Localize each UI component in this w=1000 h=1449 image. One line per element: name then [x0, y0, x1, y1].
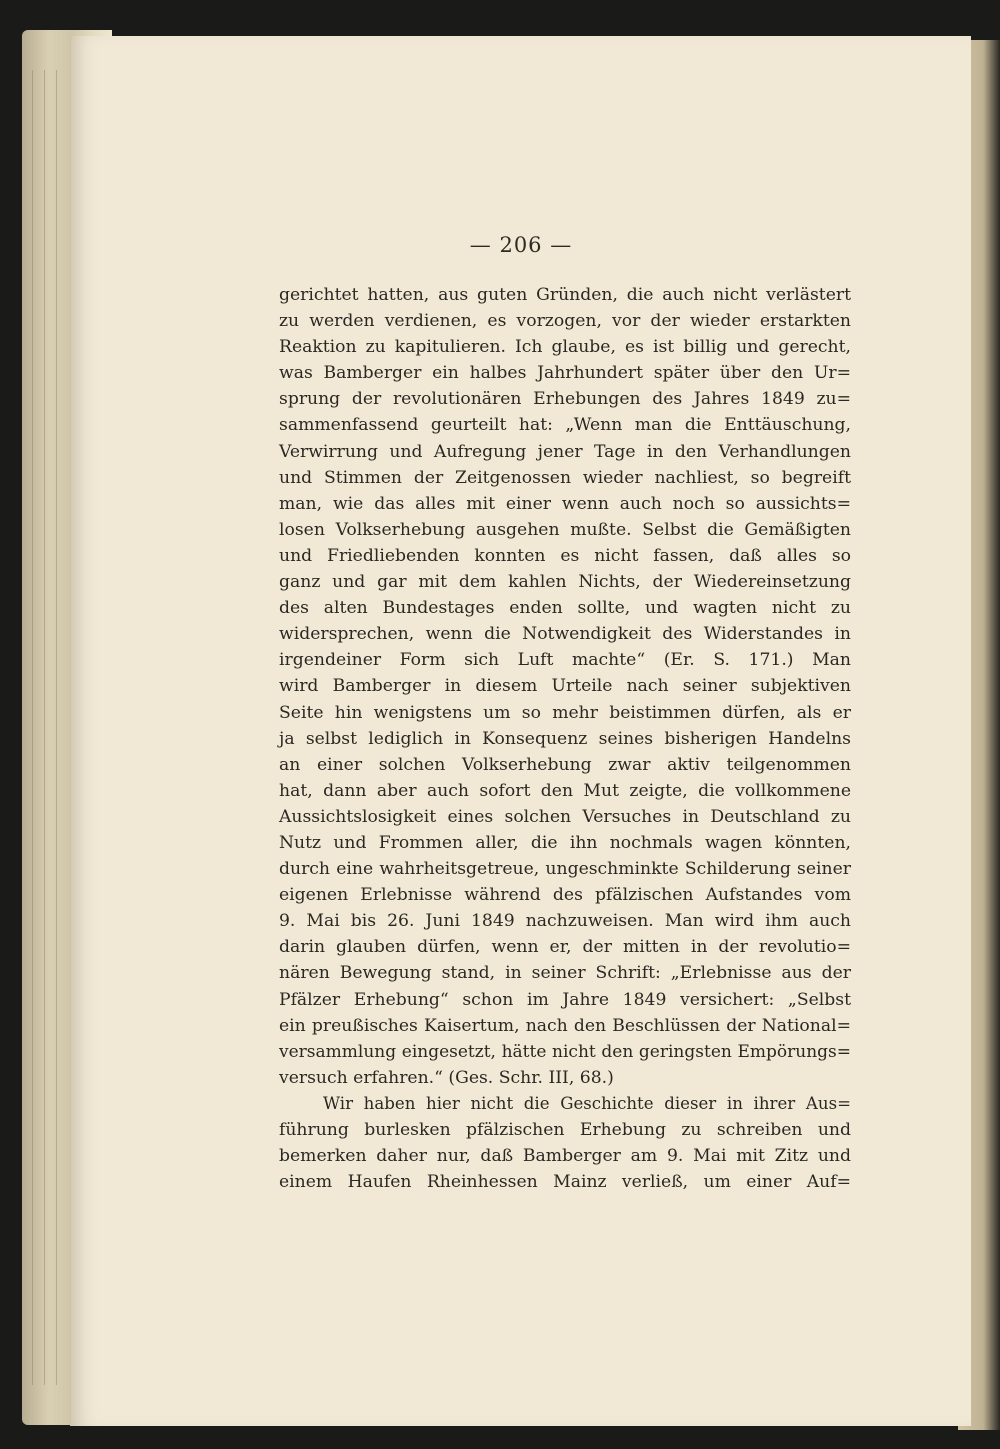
text-line: versammlung eingesetzt, hätte nicht den geringsten Empörungs=: [279, 1041, 851, 1062]
text-line: Verwirrung und Aufregung jener Tage in den Verhandlungen: [279, 441, 851, 462]
text-line: sprung der revolutionären Erhebungen des Jahres 1849 zu=: [279, 389, 851, 410]
text-line: und Stimmen der Zeitgenossen wieder nachliest, so begreift: [279, 467, 851, 488]
book-page: [70, 36, 971, 1426]
text-line: Seite hin wenigstens um so mehr beistimmen dürfen, als er: [279, 702, 851, 723]
text-line: Reaktion zu kapitulieren. Ich glaube, es ist billig und gerecht,: [279, 337, 851, 358]
text-line: man, wie das alles mit einer wenn auch noch so aussichts=: [279, 493, 851, 514]
text-line: und Friedliebenden konnten es nicht fassen, daß alles so: [279, 545, 851, 566]
text-line-paragraph-start: Wir haben hier nicht die Geschichte dieser in ihrer Aus=: [323, 1093, 851, 1113]
text-line: ganz und gar mit dem kahlen Nichts, der Wiedereinsetzung: [279, 572, 851, 593]
text-line: sammenfassend geurteilt hat: „Wenn man die Enttäuschung,: [279, 415, 851, 436]
text-line: ja selbst lediglich in Konsequenz seines bisherigen Handelns: [279, 728, 851, 749]
text-line: Pfälzer Erhebung“ schon im Jahre 1849 versichert: „Selbst: [279, 989, 851, 1010]
text-line: Aussichtslosigkeit eines solchen Versuches in Deutschland zu: [279, 806, 851, 827]
text-line: wird Bamberger in diesem Urteile nach seiner subjektiven: [279, 676, 851, 697]
page-edge-line: [44, 70, 45, 1385]
text-line: Nutz und Frommen aller, die ihn nochmals wagen könnten,: [279, 832, 851, 853]
text-line: was Bamberger ein halbes Jahrhundert später über den Ur=: [279, 363, 851, 384]
body-text: [279, 282, 851, 1195]
text-line: 9. Mai bis 26. Juni 1849 nachzuweisen. Man wird ihm auch: [279, 911, 851, 932]
text-line: bemerken daher nur, daß Bamberger am 9. Mai mit Zitz und: [279, 1146, 851, 1167]
text-line: ein preußisches Kaisertum, nach den Beschlüssen der National=: [279, 1015, 851, 1036]
text-line: nären Bewegung stand, in seiner Schrift: „Erlebnisse aus der: [279, 963, 851, 984]
text-line: durch eine wahrheitsgetreue, ungeschminkte Schilderung seiner: [279, 859, 851, 880]
text-line: an einer solchen Volkserhebung zwar aktiv teilgenommen: [279, 754, 851, 775]
text-line: führung burlesken pfälzischen Erhebung zu schreiben und: [279, 1120, 851, 1140]
text-line-paragraph-end: versuch erfahren.“ (Ges. Schr. III, 68.): [279, 1067, 614, 1088]
text-line: eigenen Erlebnisse während des pfälzischen Aufstandes vom: [279, 885, 851, 906]
text-line: widersprechen, wenn die Notwendigkeit des Widerstandes in: [279, 624, 851, 645]
page-number: — 206 —: [469, 233, 573, 257]
text-line: des alten Bundestages enden sollte, und wagten nicht zu: [279, 598, 851, 619]
text-line: hat, dann aber auch sofort den Mut zeigte, die vollkommene: [279, 780, 851, 801]
text-line: darin glauben dürfen, wenn er, der mitten in der revolutio=: [279, 937, 851, 958]
text-line: zu werden verdienen, es vorzogen, vor der wieder erstarkten: [279, 311, 851, 332]
text-line: einem Haufen Rheinhessen Mainz verließ, um einer Auf=: [279, 1172, 851, 1193]
page-edge-line: [32, 70, 33, 1385]
page-edge-line: [56, 70, 57, 1385]
text-line: losen Volkserhebung ausgehen mußte. Selbst die Gemäßigten: [279, 519, 851, 540]
text-line: irgendeiner Form sich Luft machte“ (Er. S. 171.) Man: [279, 650, 851, 671]
text-line: gerichtet hatten, aus guten Gründen, die auch nicht verlästert: [279, 285, 851, 305]
